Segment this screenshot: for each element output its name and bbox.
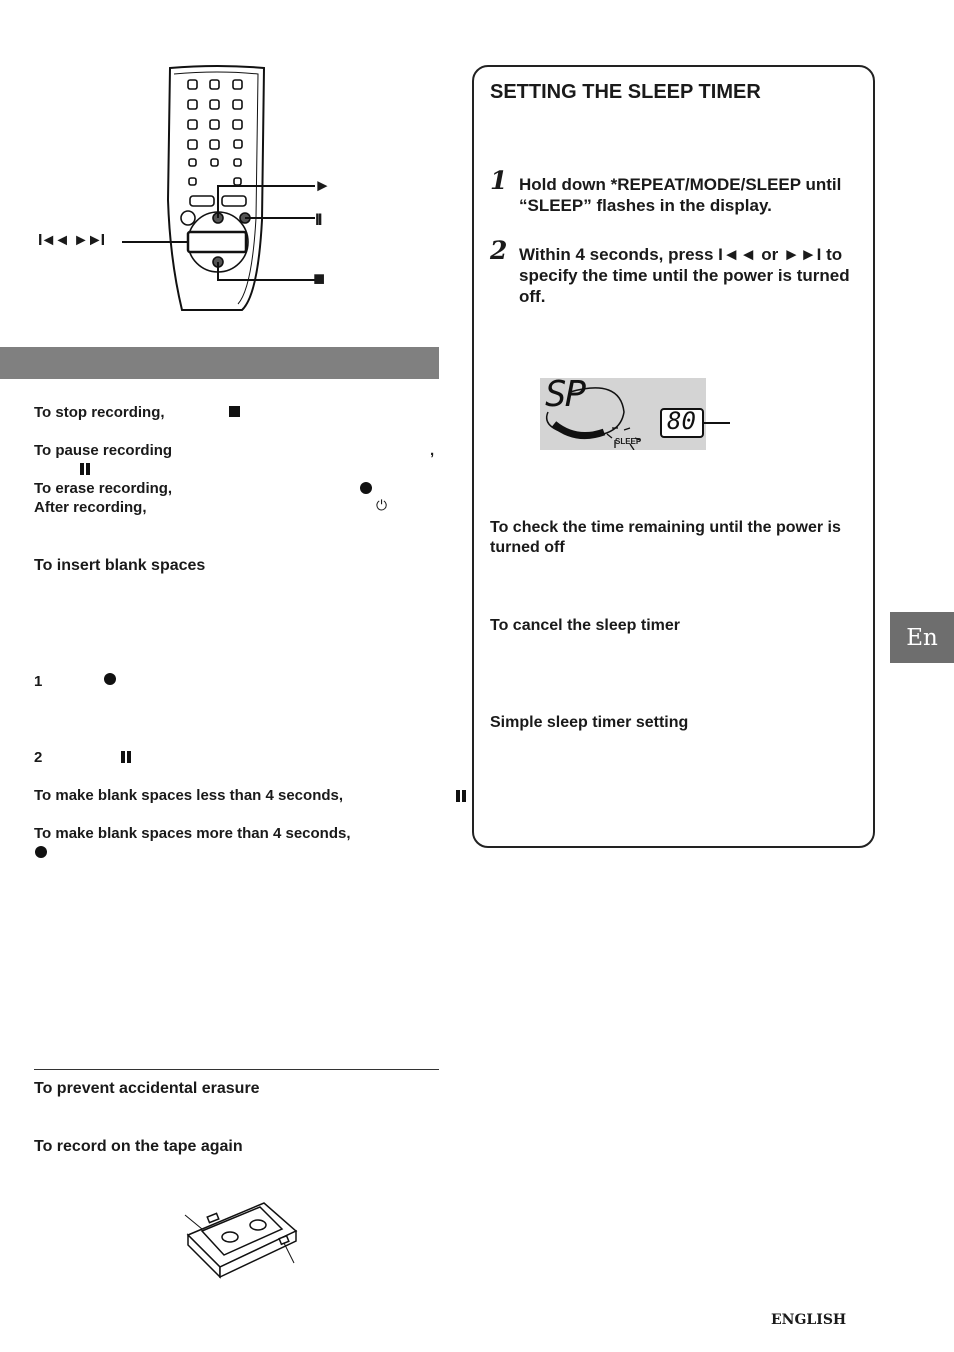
display-pointer-line xyxy=(704,422,730,424)
stop-recording-text: To stop recording, xyxy=(34,404,165,421)
stop-label: ■ xyxy=(313,268,326,290)
pause-icon-blank xyxy=(455,790,467,802)
cancel-heading: To cancel the sleep timer xyxy=(490,617,680,634)
sleep-timer-title: SETTING THE SLEEP TIMER xyxy=(490,81,761,103)
display-sp: SP xyxy=(545,374,585,415)
stop-icon xyxy=(229,406,240,417)
after-recording-text: After recording, xyxy=(34,499,147,516)
step-2-text: Within 4 seconds, press I◄◄ or ►►I to specify the time until the power is turned off. xyxy=(519,245,850,306)
footer-language: ENGLISH xyxy=(771,1312,847,1328)
erase-recording-text: To erase recording, xyxy=(34,480,173,497)
pause-recording-text: To pause recording xyxy=(34,442,173,459)
step-2-number: 2 xyxy=(34,749,43,766)
play-label: ► xyxy=(314,176,331,195)
power-icon: ⏻ xyxy=(376,498,388,514)
check-time-heading: To check the time remaining until the power is turned off xyxy=(490,519,841,556)
display-number: 80 xyxy=(667,407,696,435)
section-header-bar xyxy=(0,347,439,379)
record-icon-step1 xyxy=(104,673,116,685)
record-again-heading: To record on the tape again xyxy=(34,1138,243,1155)
record-icon-blank xyxy=(35,846,47,858)
pause-label: II xyxy=(315,210,321,229)
divider-line xyxy=(34,1069,439,1070)
step-1-number: 1 xyxy=(34,673,43,690)
pause-icon-step2 xyxy=(120,751,132,763)
remote-illustration xyxy=(30,60,350,320)
language-tab: En xyxy=(890,612,954,663)
insert-blank-heading: To insert blank spaces xyxy=(34,557,206,574)
prevent-erasure-heading: To prevent accidental erasure xyxy=(34,1080,260,1097)
simple-setting-heading: Simple sleep timer setting xyxy=(490,714,689,731)
cassette-illustration xyxy=(180,1195,310,1285)
step-1-number-right: 1 xyxy=(490,166,508,195)
pause-icon xyxy=(79,463,91,475)
blank-more-text: To make blank spaces more than 4 seconds, xyxy=(34,825,351,842)
blank-less-text: To make blank spaces less than 4 seconds, xyxy=(34,787,344,804)
record-icon xyxy=(360,482,372,494)
step-2-number-right: 2 xyxy=(490,236,508,265)
skip-label: I◄◄ ►►I xyxy=(38,232,104,249)
step-1-text: Hold down *REPEAT/MODE/SLEEP until “SLEEP” flashes in the display. xyxy=(519,175,842,215)
display-sleep-label: SLEEP xyxy=(615,437,642,446)
pause-comma: , xyxy=(430,442,435,459)
